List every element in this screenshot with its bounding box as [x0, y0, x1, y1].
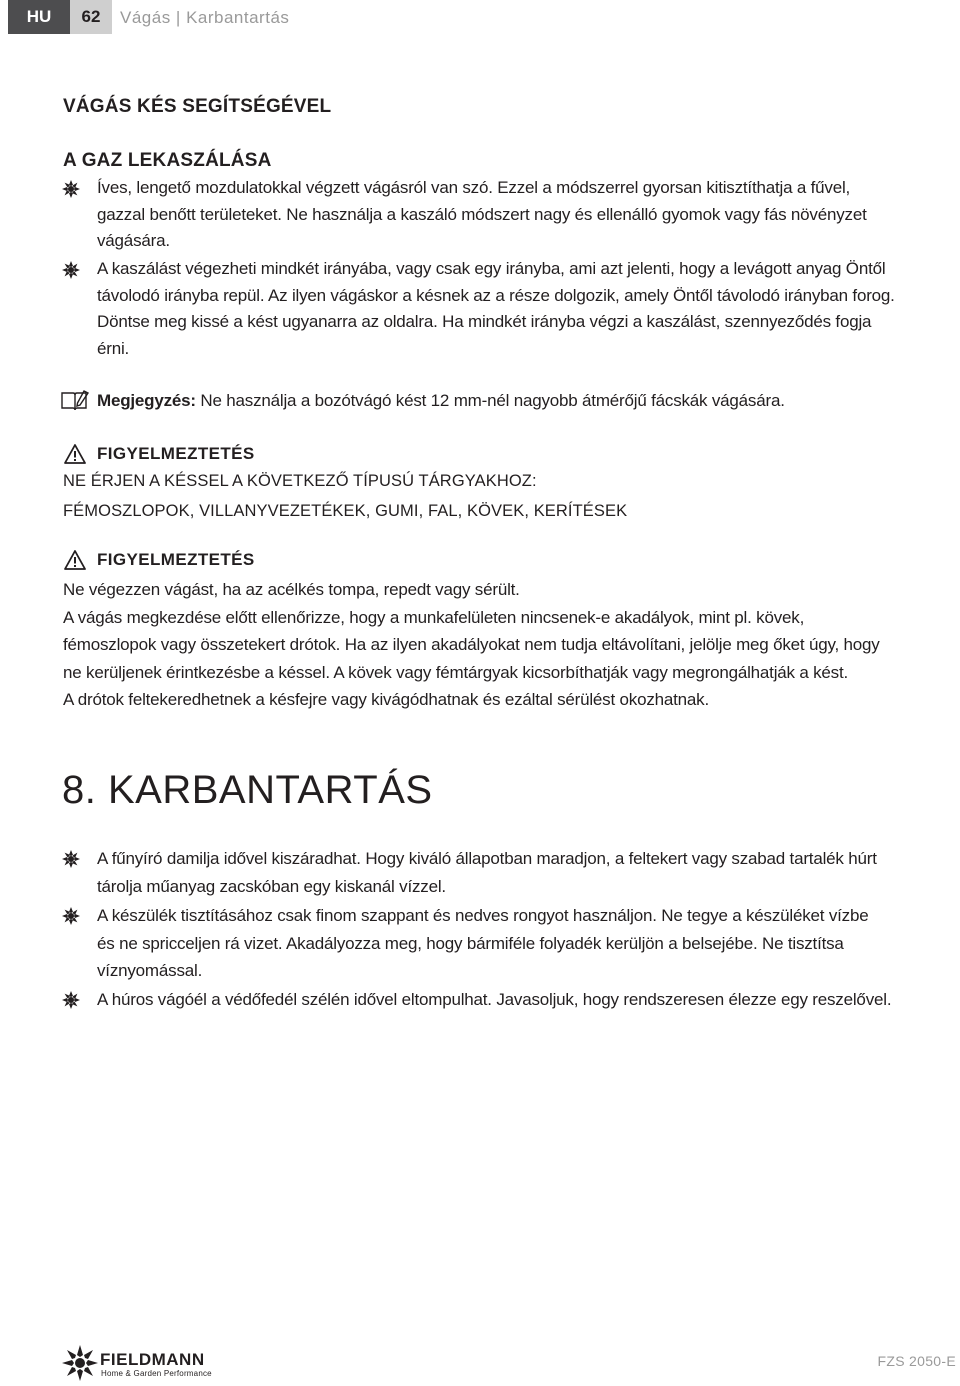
warning-triangle-icon [64, 444, 86, 464]
note-text [97, 388, 785, 414]
text-line: távolodó irányba repül. Az ilyen vágáskor a késnek az a része dolgozik, amely Öntől távolodó irányban forog. [97, 285, 895, 305]
text-line: NE ÉRJEN A KÉSSEL A KÖVETKEZŐ TÍPUSÚ TÁRGYAKHOZ: [63, 472, 537, 490]
note-book-icon [60, 389, 90, 413]
text-line: A vágás megkezdése előtt ellenőrizze, hogy a munkafelületen nincsenek-e akadályok, mint pl. kövek, [63, 607, 805, 627]
flower-bullet-icon [62, 991, 80, 1009]
text-line: tárolja műanyag zacskóban egy kiskanál vízzel. [97, 876, 446, 896]
breadcrumb: Vágás | Karbantartás [120, 8, 290, 27]
language-badge: HU [8, 0, 70, 34]
text-line: Íves, lengető mozdulatokkal végzett vágásról van szó. Ezzel a módszerrel gyorsan kitisztíthatja a fűvel, [97, 178, 851, 197]
text-line: gazzal benőtt területeket. Ne használja a kaszáló módszert nagy és ellenálló gyomok vagy fás növényzet [97, 204, 867, 224]
text-line: Döntse meg kissé a kést ugyanarra az oldalra. Ha mindkét irányba végzi a kaszálást, szennyeződés fogja [97, 312, 872, 331]
text-line: A kaszálást végezheti mindkét irányába, vagy csak egy irányba, ami azt jelenti, hogy a levágott anyag Öntől [97, 259, 886, 278]
bullet-paragraph [97, 845, 952, 900]
text-line: vágására. [97, 231, 170, 250]
text-line: víznyomással. [97, 961, 203, 980]
text-line: A fűnyíró damilja idővel kiszáradhat. Hogy kiváló állapotban maradjon, a feltekert vagy szabad tartalék húrt [97, 849, 877, 868]
section-title: VÁGÁS KÉS SEGÍTSÉGÉVEL [63, 96, 332, 117]
flower-bullet-icon [62, 261, 80, 279]
warning-title: FIGYELMEZTETÉS [97, 550, 255, 569]
bullet-paragraph [97, 256, 952, 362]
warning-title: FIGYELMEZTETÉS [97, 444, 255, 463]
text-line: ne kerüljenek érintkezésbe a késsel. A kövek vagy fémtárgyak kicsorbíthatják vagy megrongálhatják a kést. [63, 662, 849, 682]
text-line: A készülék tisztításához csak finom szappant és nedves rongyot használjon. Ne tegye a készüléket vízbe [97, 906, 869, 925]
flower-bullet-icon [62, 850, 80, 868]
flower-bullet-icon [62, 180, 80, 198]
flower-bullet-icon [62, 907, 80, 925]
model-number: FZS 2050-E [877, 1353, 956, 1369]
page-header [8, 0, 960, 34]
text-line: A húros vágóél a védőfedél szélén idővel eltompulhat. Javasoljuk, hogy rendszeresen élezze egy reszelővel. [97, 990, 892, 1009]
section-subtitle: A GAZ LEKASZÁLÁSA [63, 150, 272, 171]
warning-text [63, 466, 627, 526]
brand-name: FIELDMANN [100, 1350, 205, 1369]
bullet-paragraph [97, 986, 952, 1014]
note-label: Megjegyzés: [97, 391, 196, 410]
text-line: A drótok feltekeredhetnek a késfejre vagy kivágódhatnak és ezáltal sérülést okozhatnak. [63, 690, 709, 709]
text-line: érni. [97, 338, 130, 358]
brand-tagline: Home & Garden Performance [101, 1369, 212, 1378]
warning-triangle-icon [64, 550, 86, 570]
note-body: Ne használja a bozótvágó kést 12 mm-nél nagyobb átmérőjű fácskák vágására. [195, 391, 785, 410]
bullet-paragraph [97, 902, 952, 985]
text-line: és ne spricceljen rá vizet. Akadályozza meg, hogy bármiféle folyadék kerüljön a belsejébe. Ne tisztítsa [97, 933, 844, 953]
text-line: Ne végezzen vágást, ha az acélkés tompa, repedt vagy sérült. [63, 580, 520, 599]
text-line: fémoszlopok vagy összetekert drótok. Ha az ilyen akadályokat nem tudja eltávolítani, jelölje meg őket úgy, hogy [63, 635, 880, 654]
page-number: 62 [70, 0, 112, 34]
warning-paragraph [63, 576, 953, 714]
bullet-paragraph [97, 175, 952, 255]
chapter-title: 8. KARBANTARTÁS [62, 768, 433, 812]
text-line: FÉMOSZLOPOK, VILLANYVEZETÉKEK, GUMI, FAL, KÖVEK, KERÍTÉSEK [63, 502, 628, 520]
